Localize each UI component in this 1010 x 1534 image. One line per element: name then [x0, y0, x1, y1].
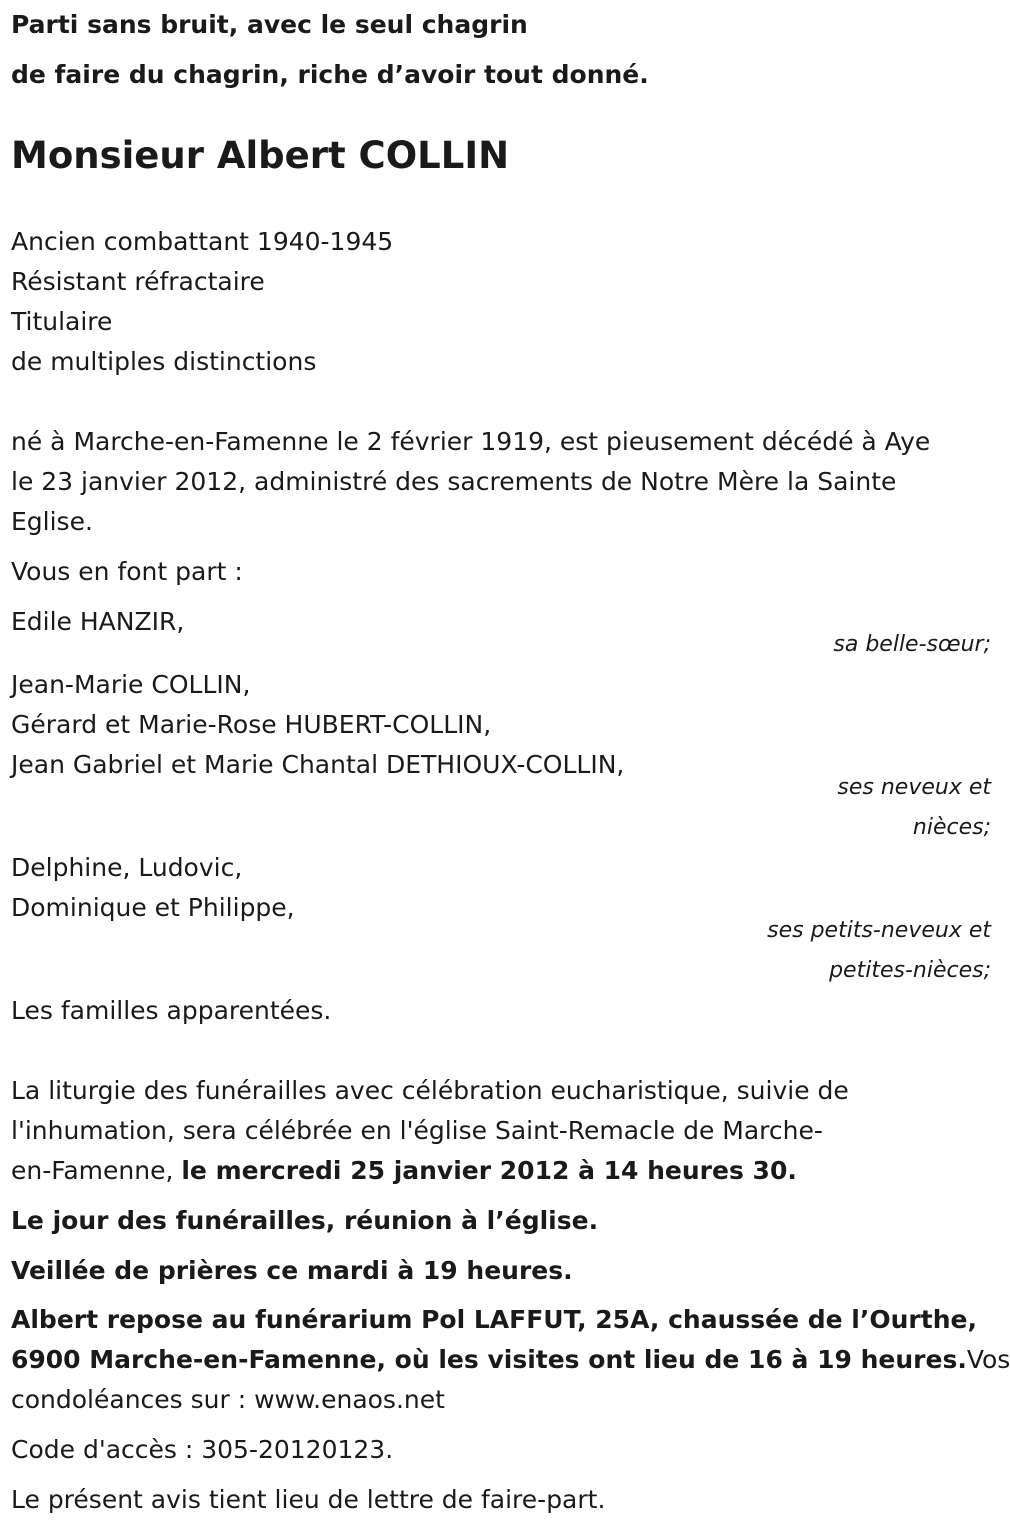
funeral-line: l'inhumation, sera célébrée en l'église Saint-Remacle de Marche-	[11, 1116, 823, 1145]
condolences-link[interactable]: condoléances sur : www.enaos.net	[11, 1385, 445, 1414]
title-line: Ancien combattant 1940-1945	[11, 227, 394, 256]
family-relation: petites-nièces;	[829, 958, 991, 983]
bio-line: le 23 janvier 2012, administré des sacrements de Notre Mère la Sainte	[11, 467, 897, 496]
title-line: Résistant réfractaire	[11, 267, 265, 296]
title-line: de multiples distinctions	[11, 347, 317, 376]
family-relation: ses petits-neveux et	[767, 918, 991, 943]
family-relation: ses neveux et	[837, 775, 991, 800]
bio-line: né à Marche-en-Famenne le 2 février 1919, est pieusement décédé à Aye	[11, 427, 931, 456]
vigil-info: Veillée de prières ce mardi à 19 heures.	[11, 1256, 573, 1285]
footer-note: Le présent avis tient lieu de lettre de faire-part.	[11, 1485, 606, 1514]
rest-info-line-2	[11, 1340, 1010, 1380]
family-name: Jean Gabriel et Marie Chantal DETHIOUX-COLLIN,	[11, 750, 625, 779]
rest-info-bold: 6900 Marche-en-Famenne, où les visites ont lieu de 16 à 19 heures.	[11, 1345, 967, 1374]
epitaph-line-2: de faire du chagrin, riche d’avoir tout donné.	[11, 60, 649, 89]
rest-info-line-1: Albert repose au funérarium Pol LAFFUT, 25A, chaussée de l’Ourthe,	[11, 1305, 977, 1334]
deceased-name: Monsieur Albert COLLIN	[11, 134, 510, 177]
epitaph-line-1: Parti sans bruit, avec le seul chagrin	[11, 10, 528, 39]
funeral-line: La liturgie des funérailles avec célébration eucharistique, suivie de	[11, 1076, 849, 1105]
bio-line: Eglise.	[11, 507, 93, 536]
family-closing: Les familles apparentées.	[11, 996, 332, 1025]
access-code: Code d'accès : 305-20120123.	[11, 1435, 394, 1464]
family-name: Delphine, Ludovic,	[11, 853, 243, 882]
title-line: Titulaire	[11, 307, 113, 336]
announcement: Vous en font part :	[11, 557, 243, 586]
funeral-line-prefix: en-Famenne,	[11, 1156, 182, 1185]
funeral-date: le mercredi 25 janvier 2012 à 14 heures 30.	[181, 1156, 797, 1185]
family-name: Edile HANZIR,	[11, 607, 185, 636]
condolences-prefix: Vos	[966, 1345, 1010, 1374]
family-name: Jean-Marie COLLIN,	[11, 670, 251, 699]
family-name: Gérard et Marie-Rose HUBERT-COLLIN,	[11, 710, 492, 739]
funeral-date-line	[11, 1151, 797, 1191]
meeting-info: Le jour des funérailles, réunion à l’église.	[11, 1206, 599, 1235]
family-name: Dominique et Philippe,	[11, 893, 295, 922]
family-relation: nièces;	[912, 815, 991, 840]
family-relation: sa belle-sœur;	[833, 632, 991, 657]
